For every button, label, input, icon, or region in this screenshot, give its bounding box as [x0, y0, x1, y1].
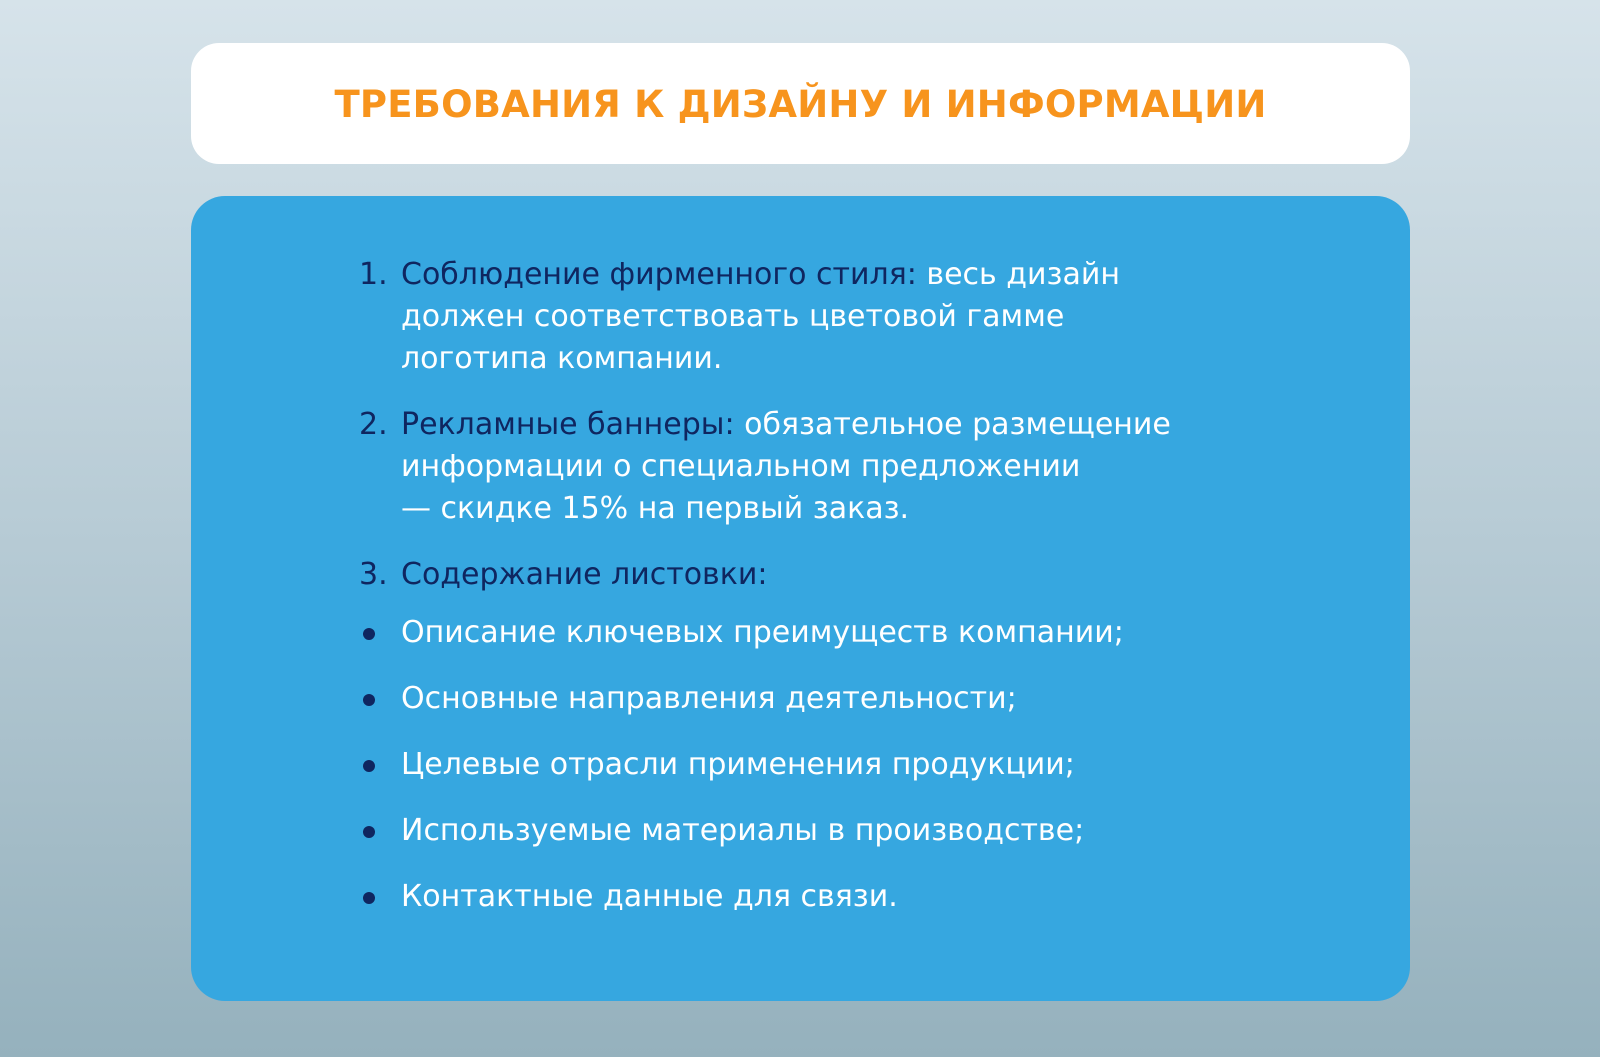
bullet-text: Целевые отрасли применения продукции; [401, 747, 1075, 782]
list-item [359, 810, 1279, 852]
item-body [401, 254, 1279, 380]
bullet-text: Основные направления деятельности; [401, 681, 1017, 716]
leaflet-bullet-list [359, 612, 1279, 918]
list-item [359, 678, 1279, 720]
item-heading: Содержание листовки: [401, 557, 768, 592]
bullet-text: Контактные данные для связи. [401, 879, 898, 914]
numbered-item-banners [359, 404, 1279, 530]
item-text-line: информации о специальном предложении [401, 449, 1081, 484]
item-number: 1. [359, 257, 388, 292]
numbered-item-leaflet [359, 554, 1279, 596]
list-item [359, 876, 1279, 918]
page-title: ТРЕБОВАНИЯ К ДИЗАЙНУ И ИНФОРМАЦИИ [334, 83, 1267, 126]
bullet-icon [359, 678, 401, 720]
bullet-text: Описание ключевых преимуществ компании; [401, 615, 1124, 650]
item-body [401, 404, 1279, 530]
item-text-line: обязательное размещение [744, 407, 1171, 442]
list-item [359, 612, 1279, 654]
title-card [191, 43, 1410, 164]
item-number: 2. [359, 407, 388, 442]
item-text-line: весь дизайн [926, 257, 1120, 292]
item-text-line: — скидке 15% на первый заказ. [401, 491, 910, 526]
item-heading: Рекламные баннеры: [401, 407, 735, 442]
content-card [191, 196, 1410, 1001]
item-number: 3. [359, 557, 388, 592]
item-body [401, 554, 1279, 596]
bullet-icon [359, 810, 401, 852]
item-text-line: должен соответствовать цветовой гамме [401, 299, 1065, 334]
item-text-line: логотипа компании. [401, 341, 723, 376]
item-heading: Соблюдение фирменного стиля: [401, 257, 917, 292]
bullet-icon [359, 744, 401, 786]
bullet-icon [359, 876, 401, 918]
numbered-item-brand-style [359, 254, 1279, 380]
bullet-icon [359, 612, 401, 654]
requirements-list [359, 254, 1279, 918]
bullet-text: Используемые материалы в производстве; [401, 813, 1085, 848]
list-item [359, 744, 1279, 786]
